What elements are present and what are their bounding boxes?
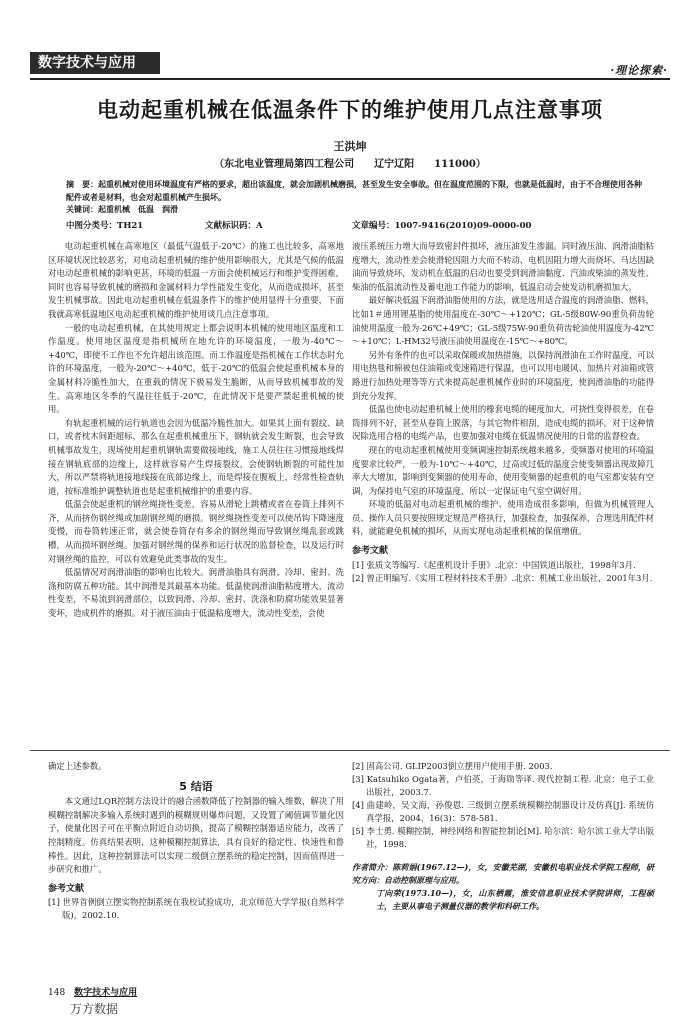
author-bio: 丁向荣(1973.10—)，女，山东栖霞，淮安信息职业技术学院讲师，工程硕士，主要从事电子测量仪器的教学和科研工作。 bbox=[376, 888, 654, 911]
body-paragraph: 低温会使起重机的钢丝绳挠性变差，容易从滑轮上跳槽或者在卷筒上排列不齐，从而挤伤钢丝绳或加剧钢丝绳的磨损。钢丝绳挠性变差可以使吊钩下降速度变慢，而卷筒转速正常，就会使卷筒存有多余的钢丝绳而导致钢丝绳乱套或跳槽，从而损坏钢丝绳。加强对钢丝绳的保养和运行状况的监督检查，以及运行时对钢丝绳的监控，可以有效避免此类事故的发生。 bbox=[48, 499, 344, 564]
references-heading: 参考文献 bbox=[48, 883, 85, 894]
page-number: 148 bbox=[48, 988, 66, 998]
abstract-label: 摘 要： bbox=[66, 179, 98, 189]
abstract bbox=[66, 178, 646, 204]
body-paragraph: 低温情况对润滑油脂的影响也比较大。润滑油脂具有润滑、冷却、密封、洗涤和防腐五种功能。其中润滑是其最基本功能。低温使润滑油脂粘度增大，流动性变差，不易流到润滑部位，以致润滑、冷却、密封、洗涤和防腐功能效果显著变坏，造成机件的磨损。对于液压油由于低温粘度增大，流动性变差，会使 bbox=[48, 567, 344, 619]
carryover-text: 确定上述参数。 bbox=[48, 761, 107, 771]
prev-article-tail-right bbox=[352, 760, 654, 913]
body-paragraph: 最好解决低温下润滑油脂使用的方法，就是选用适合温度的润滑油脂、燃料，比如1＃通用锂基脂的使用温度在-30℃～+120℃；GL-5级80W-90重负荷齿轮油使用温度一般为-26℃+49℃；GL-5级75W-90重负荷齿轮油使用温度为-42℃～+10℃；L-HM32号液压油使用温度在-15℃～+80℃。 bbox=[352, 295, 654, 347]
reference-item: [1] 世界首例倒立摆实物控制系统在我校试验成功，北京师范大学学报(自然科学版)，2002.10. bbox=[48, 897, 344, 921]
header-rule bbox=[30, 78, 670, 80]
reference-item: [2] 曾正明编写.《实用工程材料技术手册》.北京：机械工业出版社，2001年3月. bbox=[352, 572, 653, 583]
body-paragraph: 低温也使电动起重机械上使用的橡套电缆的硬度加大，可挠性变得很差，在卷筒排列不好，甚至从卷筒上脱落，与其它物件相刮，造成电缆的损坏。对于这种情况除选用合格的电缆产品，也要加强对电缆在低温情况使用的日常的监督检查。 bbox=[352, 404, 654, 442]
reference-item: [3] Katsuhiko Ogata著，卢伯英，于海勋等译. 现代控制工程. 北京：电子工业出版社，2003.7. bbox=[352, 774, 654, 797]
article-number: 文章编号：1007-9416(2010)09-0000-00 bbox=[352, 221, 532, 231]
references-heading: 参考文献 bbox=[352, 546, 389, 557]
abstract-text: 起重机械对使用环境温度有严格的要求，超出该温度，就会加剧机械磨损，甚至发生安全事故。但在温度范围的下限，也就是低温时，由于不合理使用各种配件或者是材料，也会对起重机械产生损坏。 bbox=[66, 179, 642, 202]
body-column-right bbox=[352, 240, 654, 585]
body-paragraph: 现在的电动起重机械使用变频调速控制系统越来越多，变频器对使用的环境温度要求比较严，一般为-10℃～+40℃，过高或过低的温度会使变频器出现故障几率大大增加，影响到变频器的使用寿命，使用变频器的起重机的电气室都安装有空调，为保持电气室的环境温度，所以一定保证电气室空调好用。 bbox=[352, 444, 654, 496]
keywords-label: 关键词： bbox=[66, 204, 98, 214]
body-paragraph: 一般的电动起重机械，在其使用规定上都会说明本机械的使用地区温度和工作温度。使用地区温度是指机械所在地允许的环境温度，一般为-40℃～+40℃，即使不工作也不允许超出该范围。而工作温度是指机械在工作状态时允许的环境温度，一般为-20℃～+40℃，低于-20℃的低温会使起重机械本身的金属材料冷脆性加大，在重载的情况下极易发生脆断，从而导致机械事故的发生。高寒地区冬季的气温往往低于-20℃，在此情况下是要严禁起重机械的使用。 bbox=[48, 322, 344, 415]
reference-item: [5] 李士勇. 模糊控制，神经网络和智能控制论[M]. 哈尔滨：哈尔滨工业大学出版社，1998. bbox=[352, 826, 654, 849]
article-title: 电动起重机械在低温条件下的维护使用几点注意事项 bbox=[97, 98, 603, 122]
keywords bbox=[66, 204, 646, 215]
reference-item: [1] 张质文等编写.《起重机设计手册》.北京：中国铁道出版社，1998年3月. bbox=[352, 559, 636, 570]
clc-number: 中图分类号：TH21 bbox=[66, 221, 144, 231]
document-code: 文献标识码：A bbox=[205, 221, 263, 231]
keywords-text: 起重机械 低温 润滑 bbox=[98, 204, 178, 214]
article-author: 王洪坤 bbox=[333, 140, 367, 153]
body-column-left bbox=[48, 240, 344, 621]
article-affiliation: （东北电业管理局第四工程公司 辽宁辽阳 111000） bbox=[214, 159, 486, 170]
reference-item: [2] 固高公司. GLIP2003倒立摆用户使用手册. 2003. bbox=[352, 761, 553, 771]
author-bio: 作者简介：陈莉娟(1967.12—)，女，安徽芜湖，安徽机电职业技术学院工程师，研究方向：自动控制原理与应用。 bbox=[352, 862, 654, 885]
page-footer bbox=[48, 985, 137, 998]
section-heading: 5 结语 bbox=[179, 779, 213, 793]
body-paragraph: 液压系统压力增大而导致密封件损坏，液压油发生渗漏。同时液压油、润滑油脂粘度增大，流动性差会使滑轮因阻力大而不转动、电机因阻力增大而烧坏、马达因缺油而导致烧坏，发动机在低温的启动也要受到润滑油黏度、汽油或柴油的蒸发性、柴油的低温流动性及蓄电池工作能力的影响，低温启动会使发动机磨损加大。 bbox=[352, 241, 654, 292]
article-divider bbox=[30, 750, 670, 751]
reference-item: [4] 曲建岭，吴文海，孙俊恩. 三级倒立摆系统模糊控制器设计及仿真[J]. 系统仿真学报，2004，16(3)：578-581. bbox=[352, 800, 654, 823]
body-paragraph: 环境的低温对电动起重机械的维护、使用造成很多影响，但做为机械管理人员、操作人员只要按照规定规范严格执行，加强检查，加强保养，合理选用配件材料，就能避免机械的损坏，从而实现电动起重机械的保值增值。 bbox=[352, 499, 654, 537]
section-tag: ·理论探索· bbox=[610, 64, 668, 77]
prev-article-tail-left bbox=[48, 760, 344, 922]
watermark: 万方数据 bbox=[70, 1002, 119, 1016]
footer-journal-name: 数字技术与应用 bbox=[74, 988, 138, 998]
body-paragraph: 另外有条件的也可以采取保暖或加热措施，以保持润滑油在工作时温度，可以用电热毯和棉被包住油箱或变速箱进行保温，也可以用电暖风、加热片对油箱或管路进行加热处理等等方式来提高起重机械作业时的环境温度，使润滑油脂的功能得到充分发挥。 bbox=[352, 349, 654, 401]
body-paragraph: 电动起重机械在高寒地区（最低气温低于-20℃）的施工也比较多，高寒地区环境状况比较恶劣，对电动起重机械的维护使用影响很大，尤其是气候的低温对电动起重机械的影响更甚，环境的低温一方面会使机械运行和维护变得困难，同时也容易导致机械的磨损和金属材料力学性能发生变化，从而造成损坏，甚至发生机械事故。因此电动起重机械在低温条件下的维护使用显得十分重要，下面我就高寒低温地区电动起重机械的维护使用谈几点注意事项。 bbox=[48, 241, 344, 319]
body-paragraph: 本文通过LQR控制方法设计的融合函数降低了控制器的输入维数，解决了用模糊控制解决多输入系统时遇到的模糊规则爆炸问题，又设置了阈值调节量化因子，使量化因子可在平衡点附近自动切换，提高了模糊控制器适应能力，改善了控制精度。仿真结果表明，这种模糊控制算法，具有良好的稳定性、快速性和鲁棒性。因此，这种控制算法可以实现二级倒立摆系统的稳定控制，因而值得进一步研究和推广。 bbox=[48, 796, 344, 875]
body-paragraph: 有轨起重机械的运行轨道也会因为低温冷脆性加大。如果其上面有裂纹、缺口，或者枕木间距超标，那么在起重机械重压下，钢轨就会发生断裂，也会导致机械事故发生，现场使用起重机钢轨需要做接地线，施工人员往往习惯接地线焊接在钢轨底部的边缘上，这样就容易产生焊接裂纹，会使钢轨断裂的可能性加大，所以严禁将轨道接地线接在底部边缘上，而是焊接在腹板上，经常性检查轨道，按标准维护调整轨道也是起重机械维护的重要内容。 bbox=[48, 417, 344, 496]
journal-banner: 数字技术与应用 bbox=[30, 52, 160, 74]
